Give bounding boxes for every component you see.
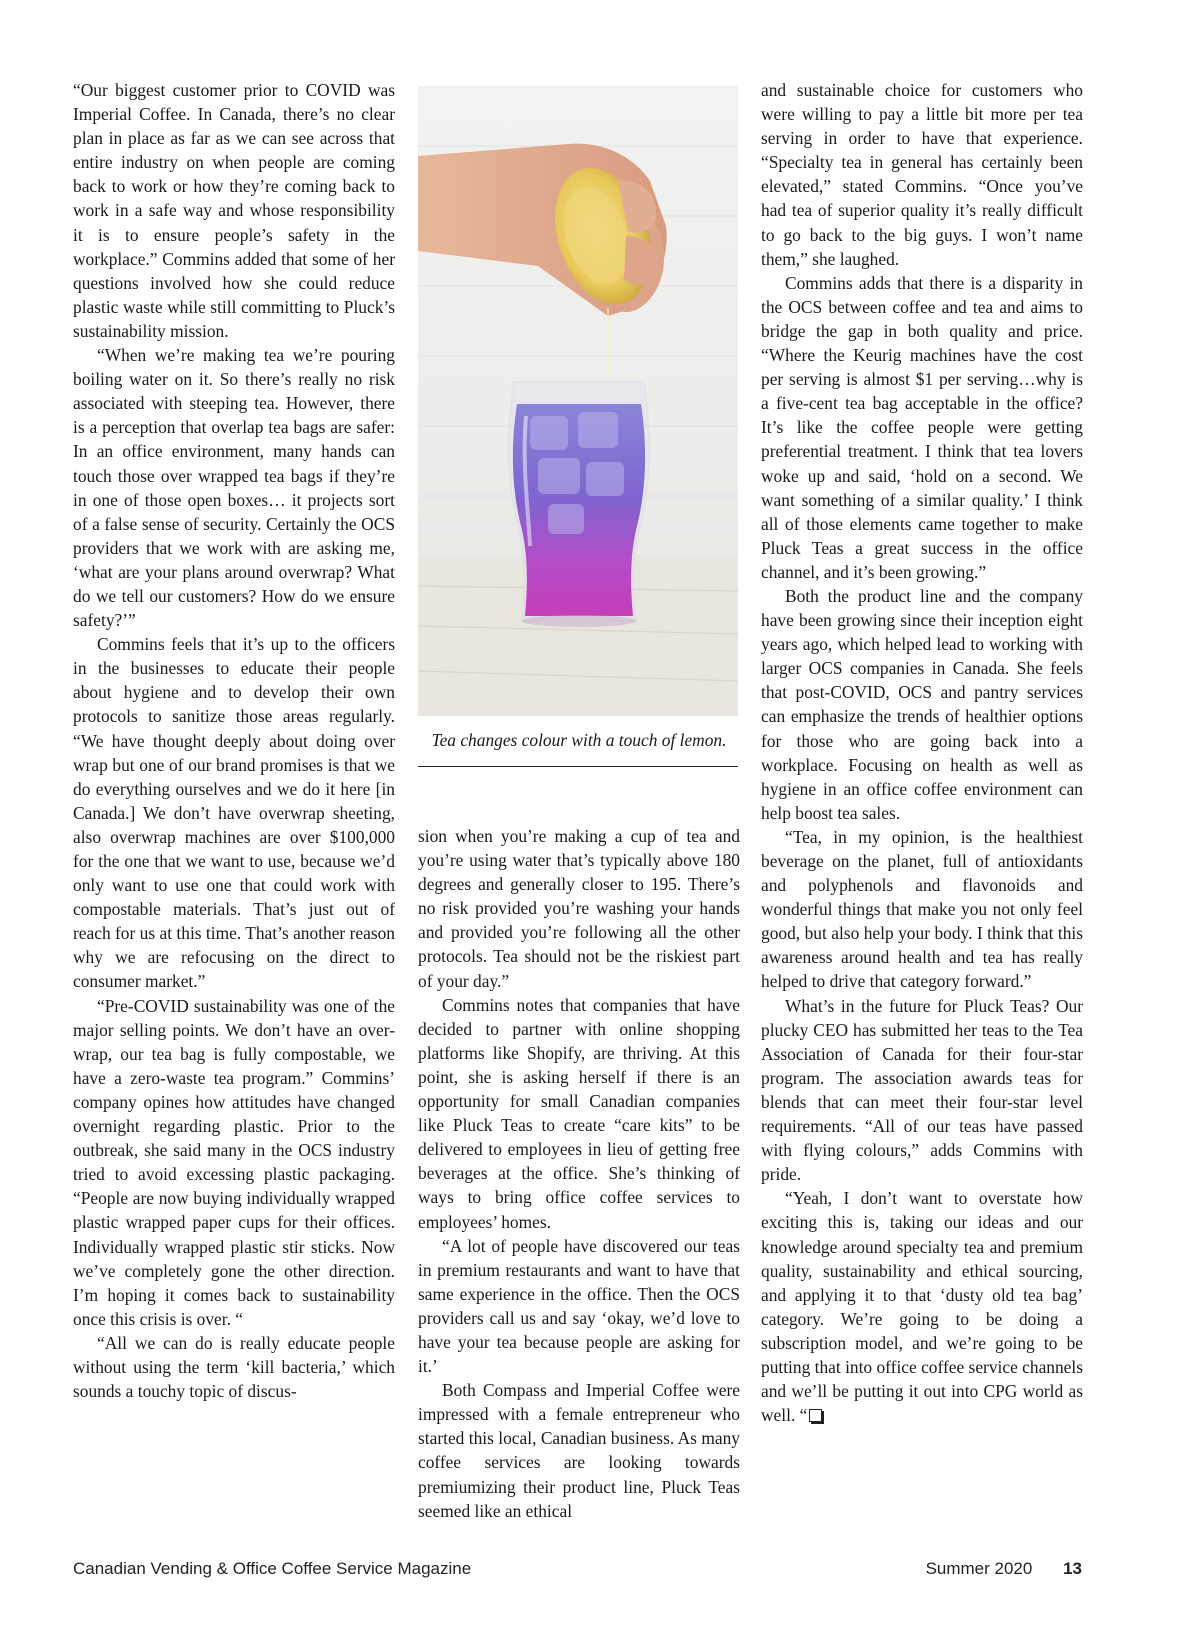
paragraph: “Our biggest customer prior to COVID was Imperial Coffee. In Canada, there’s no clear plan in place as far as we can see across that entire industry on when people are coming back to work or how they’re coming back to work in a safe way and whose responsibility it is to ensure people’s safety in the workplace.” Commins added that some of her questions involved how she could reduce plastic waste while still committing to Pluck’s sustainability mission. [73, 80, 395, 341]
paragraph: and sustainable choice for customers who were willing to pay a little bit more per tea serving in order to have that experience. “Specialty tea in general has certainly been elevated,” stated Commins. “Once you’ve had tea of superior quality it’s really difficult to go back to the big guys. I won’t name them,” she laughed. [761, 80, 1083, 269]
paragraph: Both Compass and Imperial Coffee were impressed with a female entrepreneur who started this local, Canadian business. As many coffee services are looking towards premiumizing their product line, Pluck Teas seemed like an ethical [418, 1380, 740, 1521]
article-column-2 [418, 824, 740, 1523]
page-number: 13 [1063, 1559, 1082, 1578]
article-column-1 [73, 78, 395, 1403]
paragraph: “Tea, in my opinion, is the healthiest beverage on the planet, full of antioxidants and polyphenols and flavonoids and wonderful things that make you not only feel good, but also help your body. I think that this awareness around health and tea has really helped to drive that category forward.” [761, 826, 1083, 992]
footer-right [926, 1559, 1082, 1579]
paragraph: “When we’re making tea we’re pouring boiling water on it. So there’s really no risk associated with steeping tea. However, there is a perception that overlap tea bags are safer: In an office environment, many hands can touch those over wrapped tea bags if they’re in one of those open boxes… it projects sort of a false sense of security. Certainly the OCS providers that we work with are asking me, ‘what are your plans around overwrap? What do we tell our customers? How do we ensure safety?’” [73, 345, 395, 631]
paragraph: Commins feels that it’s up to the officers in the businesses to educate their people about hygiene and to develop their own protocols to sanitize those areas regularly. “We have thought deeply about doing over wrap but one of our brand promises is that we do everything ourselves and we do it here [in Canada.] We don’t have overwrap sheeting, also overwrap machines are over $100,000 for the one that we want to use, because we’d only want to use one that could work with compostable materials. That’s just out of reach for us at this time. That’s another reason why we are refocusing on the direct to consumer market.” [73, 634, 395, 992]
paragraph: sion when you’re making a cup of tea and you’re using water that’s typically above 180 degrees and generally closer to 195. There’s no risk provided you’re washing your hands and provided you’re following all the other protocols. Tea should not be the riskiest part of your day.” [418, 826, 740, 991]
caption-divider [418, 766, 738, 767]
paragraph: “Pre-COVID sustainability was one of the major selling points. We don’t have an over-wrap, our tea bag is fully compostable, we have a zero-waste tea program.” Commins’ company opines how attitudes have changed overnight regarding plastic. Prior to the outbreak, she said many in the OCS industry tried to avoid excessing plastic packaging. “People are now buying individually wrapped plastic wrapped paper cups for their offices. Individually wrapped plastic stir sticks. Now we’ve completely gone the other direction. I’m hoping it comes back to sustainability once this crisis is over. “ [73, 995, 395, 1329]
paragraph: Both the product line and the company have been growing since their inception eight years ago, which helped lead to working with larger OCS companies in Canada. She feels that post-COVID, OCS and pantry services can emphasize the trends of healthier options for those who are going back into a workplace. Focusing on health as well as hygiene in an office coffee environment can help boost tea sales. [761, 585, 1083, 823]
end-of-article-icon [809, 1409, 822, 1422]
paragraph: Commins notes that companies that have decided to partner with online shopping platforms like Shopify, are thriving. At this point, she is asking herself if there is an opportunity for small Canadian companies like Pluck Teas to create “care kits” to be delivered to employees in lieu of getting free beverages at the office. She’s thinking of ways to bring office coffee services to employees’ homes. [418, 994, 740, 1232]
lemon-tea-photo [418, 86, 738, 716]
lemon-tea-illustration [418, 86, 738, 716]
paragraph: “A lot of people have discovered our teas in premium restaurants and want to have that same experience in the office. Then the OCS providers call us and say ‘okay, we’d love to have your tea because people are asking for it.’ [418, 1235, 740, 1377]
paragraph: What’s in the future for Pluck Teas? Our plucky CEO has submitted her teas to the Tea Association of Canada for their four-star program. The association awards teas for blends that can meet their four-star level requirements. “All of our teas have passed with flying colours,” adds Commins with pride. [761, 995, 1083, 1185]
figure-caption: Tea changes colour with a touch of lemon. [431, 730, 727, 750]
closing-paragraph-text: “Yeah, I don’t want to overstate how exciting this is, taking our ideas and our knowledge around specialty tea and premium quality, sustainability and ethical sourcing, and applying it to that ‘dusty old tea bag’ category. We’re going to be doing a subscription model, and we’re going to be putting that into office coffee service channels and we’ll be putting it out into CPG world as well. “ [761, 1188, 1083, 1426]
issue-date: Summer 2020 [925, 1559, 1033, 1578]
paragraph: Commins adds that there is a disparity in the OCS between coffee and tea and aims to bridge the gap in both quality and price. “Where the Keurig machines have the cost per serving is almost $1 per serving…why is a five-cent tea bag acceptable in the office? It’s like the coffee people were getting preferential treatment. I think that tea lovers woke up and said, ‘hold on a second. We want something of a similar quality.’ I think all of those elements came together to make Pluck Teas a great success in the office channel, and it’s been growing.” [761, 272, 1083, 582]
magazine-name: Canadian Vending & Office Coffee Service Magazine [73, 1559, 472, 1578]
paragraph: “All we can do is really educate people without using the term ‘kill bacteria,’ which sounds a touchy topic of discus- [73, 1332, 395, 1402]
paragraph [761, 1186, 1083, 1427]
article-column-3 [761, 78, 1083, 1427]
